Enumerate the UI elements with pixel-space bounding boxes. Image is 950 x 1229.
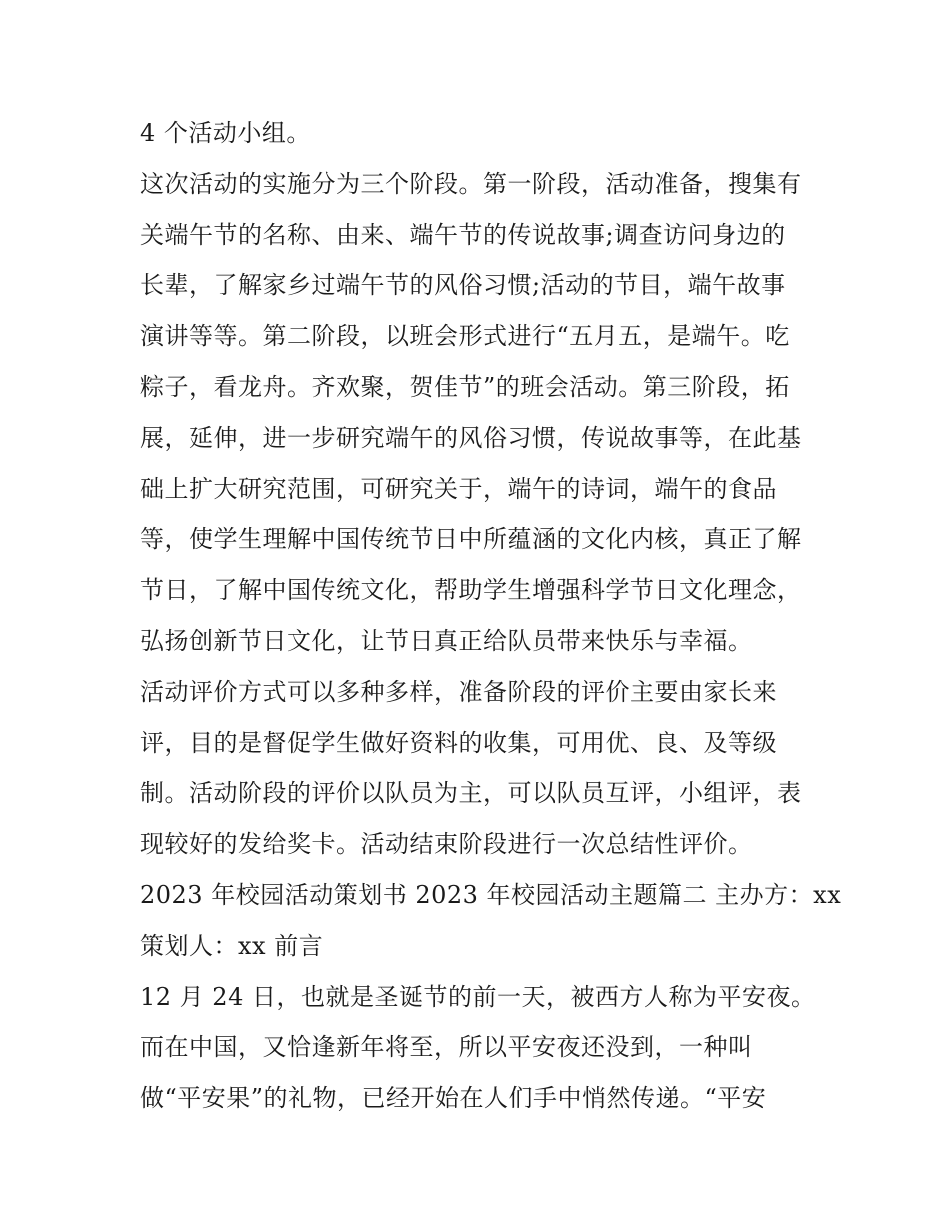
text-line: 这次活动的实施分为三个阶段。第一阶段，活动准备，搜集有 — [140, 169, 802, 198]
text-line: 展，延伸，进一步研究端午的风俗习惯，传说故事等，在此基 — [140, 423, 802, 452]
text-line: 关端午节的名称、由来、端午节的传说故事;调查访问身边的 — [140, 220, 786, 249]
text-line: 现较好的发给奖卡。活动结束阶段进行一次总结性评价。 — [140, 830, 753, 859]
text-line: 制。活动阶段的评价以队员为主，可以队员互评，小组评，表 — [140, 779, 802, 808]
text-line: 评，目的是督促学生做好资料的收集，可用优、良、及等级 — [140, 728, 777, 757]
text-line: 12 月 24 日，也就是圣诞节的前一天，被西方人称为平安夜。 — [140, 982, 816, 1011]
text-line: 节日，了解中国传统文化，帮助学生增强科学节日文化理念， — [140, 576, 802, 605]
text-line: 做“平安果”的礼物，已经开始在人们手中悄然传递。“平安 — [140, 1084, 767, 1113]
body-text — [140, 108, 842, 1124]
text-line: 策划人：xx 前言 — [140, 931, 324, 960]
text-line: 4 个活动小组。 — [140, 119, 311, 147]
text-line: 础上扩大研究范围，可研究关于，端午的诗词，端午的食品 — [140, 474, 777, 503]
text-line: 长辈，了解家乡过端午节的风俗习惯;活动的节目，端午故事 — [140, 271, 786, 300]
text-line: 演讲等等。第二阶段，以班会形式进行“五月五，是端午。吃 — [140, 322, 790, 351]
text-line: 2023 年校园活动策划书 2023 年校园活动主题篇二 主办方：xx — [140, 880, 842, 909]
text-line: 粽子，看龙舟。齐欢聚，贺佳节”的班会活动。第三阶段，拓 — [140, 372, 790, 401]
text-line: 而在中国，又恰逢新年将至，所以平安夜还没到，一种叫 — [140, 1033, 753, 1062]
text-line: 弘扬创新节日文化，让节日真正给队员带来快乐与幸福。 — [140, 626, 753, 655]
text-line: 活动评价方式可以多种多样，准备阶段的评价主要由家长来 — [140, 677, 777, 706]
text-line: 等，使学生理解中国传统节日中所蕴涵的文化内核，真正了解 — [140, 525, 802, 554]
